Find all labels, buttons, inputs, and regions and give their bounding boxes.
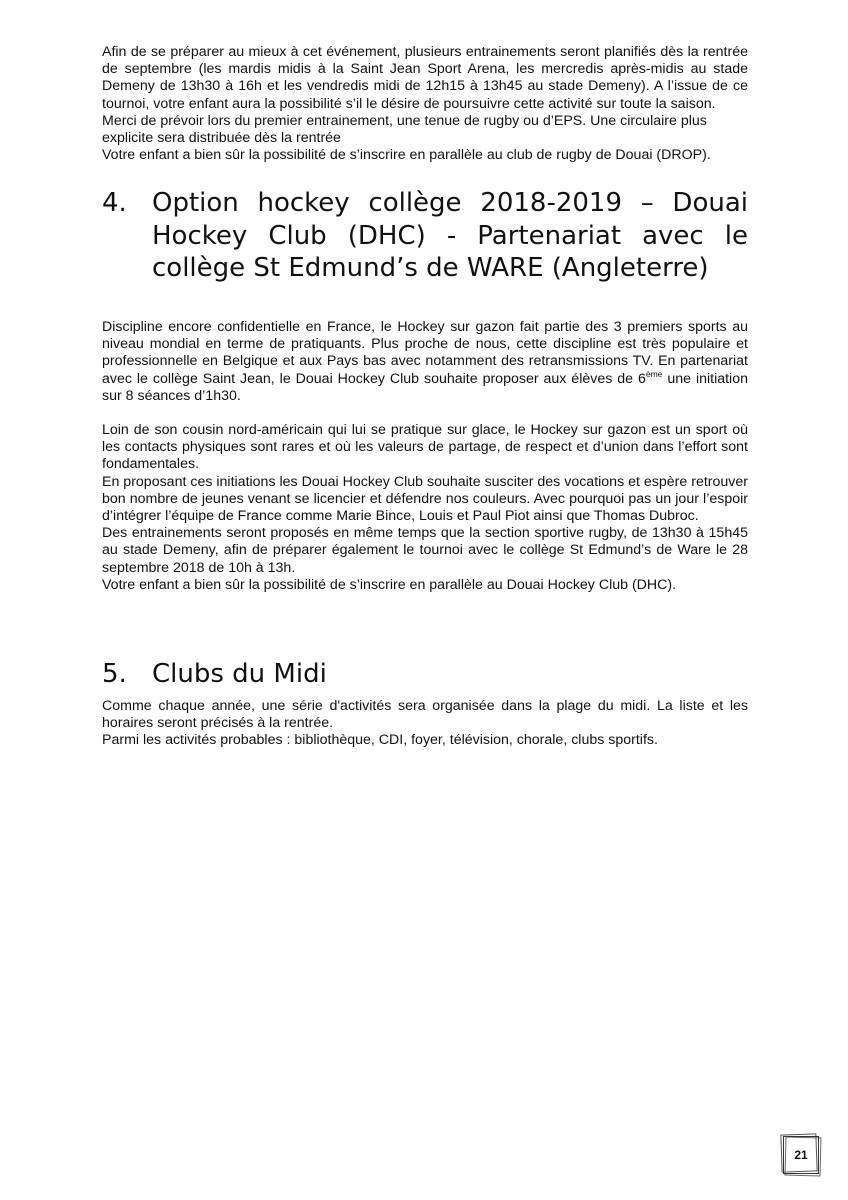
intro-paragraph-schedule: Afin de se préparer au mieux à cet événement, plusieurs entrainements seront planifiés dès la rentrée de septembre (les mardis midis à la Saint Jean Sport Arena, les mercredis après-midis au stade Demeny de 13h30 à 16h et les vendredis midi de 12h15 à 13h45 au stade Demeny). A l’issue de ce tournoi, votre enfant aura la possibilité s’il le désire de poursuivre cette activité sur toute la saison.	[102, 44, 748, 112]
document-page	[102, 44, 748, 750]
intro-paragraph-club: Votre enfant a bien sûr la possibilité de s’inscrire en parallèle au club de rugby de Douai (DROP).	[102, 147, 711, 164]
page-number: 21	[794, 1148, 808, 1162]
section-4-paragraph-registration: Votre enfant a bien sûr la possibilité de s’inscrire en parallèle au Douai Hockey Club (DHC).	[102, 576, 677, 593]
intro-paragraph-outfit: Merci de prévoir lors du premier entrainement, une tenue de rugby ou d’EPS. Une circulaire plus explicite sera distribuée dès la rentrée	[102, 112, 707, 147]
section-4-number: 4.	[102, 188, 127, 219]
section-5-number: 5.	[102, 658, 127, 689]
section-5-title: Clubs du Midi	[152, 658, 327, 689]
section-4-paragraph-discipline	[102, 319, 748, 405]
section-4-p1-superscript: ème	[645, 368, 663, 379]
section-4-title: Option hockey collège 2018-2019 – Douai Hockey Club (DHC) - Partenariat avec le collège St Edmund’s de WARE (Angleterre)	[152, 188, 748, 284]
section-5-paragraph-activities: Comme chaque année, une série d'activités sera organisée dans la plage du midi. La liste et les horaires seront précisés à la rentrée.	[102, 697, 748, 732]
section-4-p1-text-end: une initiation sur 8 séances d’1h30.	[102, 370, 748, 404]
section-5-paragraph-list: Parmi les activités probables : bibliothèque, CDI, foyer, télévision, chorale, clubs sportifs.	[102, 732, 658, 749]
section-4-heading	[102, 187, 748, 285]
page-number-box	[781, 1134, 821, 1176]
section-4-paragraph-values: Loin de son cousin nord-américain qui lui se pratique sur glace, le Hockey sur gazon est un sport où les contacts physiques sont rares et où les valeurs de partage, de respect et d’union dans l’effort sont fondamentales.	[102, 421, 748, 473]
section-4-paragraph-vocations: En proposant ces initiations les Douai Hockey Club souhaite susciter des vocations et espère retrouver bon nombre de jeunes venant se licencier et défendre nos couleurs. Avec pourquoi pas un jour l’espoir d’intégrer l’équipe de France comme Marie Bince, Louis et Paul Piot ainsi que Thomas Dubroc.	[102, 473, 748, 524]
section-4-paragraph-trainings: Des entrainements seront proposés en même temps que la section sportive rugby, de 13h30 à 15h45 au stade Demeny, afin de préparer également le tournoi avec le collège St Edmund’s de Ware le 28 septembre 2018 de 10h à 13h.	[102, 525, 748, 576]
section-4-p1-text: Discipline encore confidentielle en France, le Hockey sur gazon fait partie des 3 premiers sports au niveau mondial en terme de pratiquants. Plus proche de nous, cette discipline est très populaire et professionnelle en Belgique et aux Pays bas avec notamment des retransmissions TV. En partenariat avec le collège Saint Jean, le Douai Hockey Club souhaite proposer aux élèves de 6	[102, 318, 748, 387]
section-5-heading	[102, 658, 748, 690]
